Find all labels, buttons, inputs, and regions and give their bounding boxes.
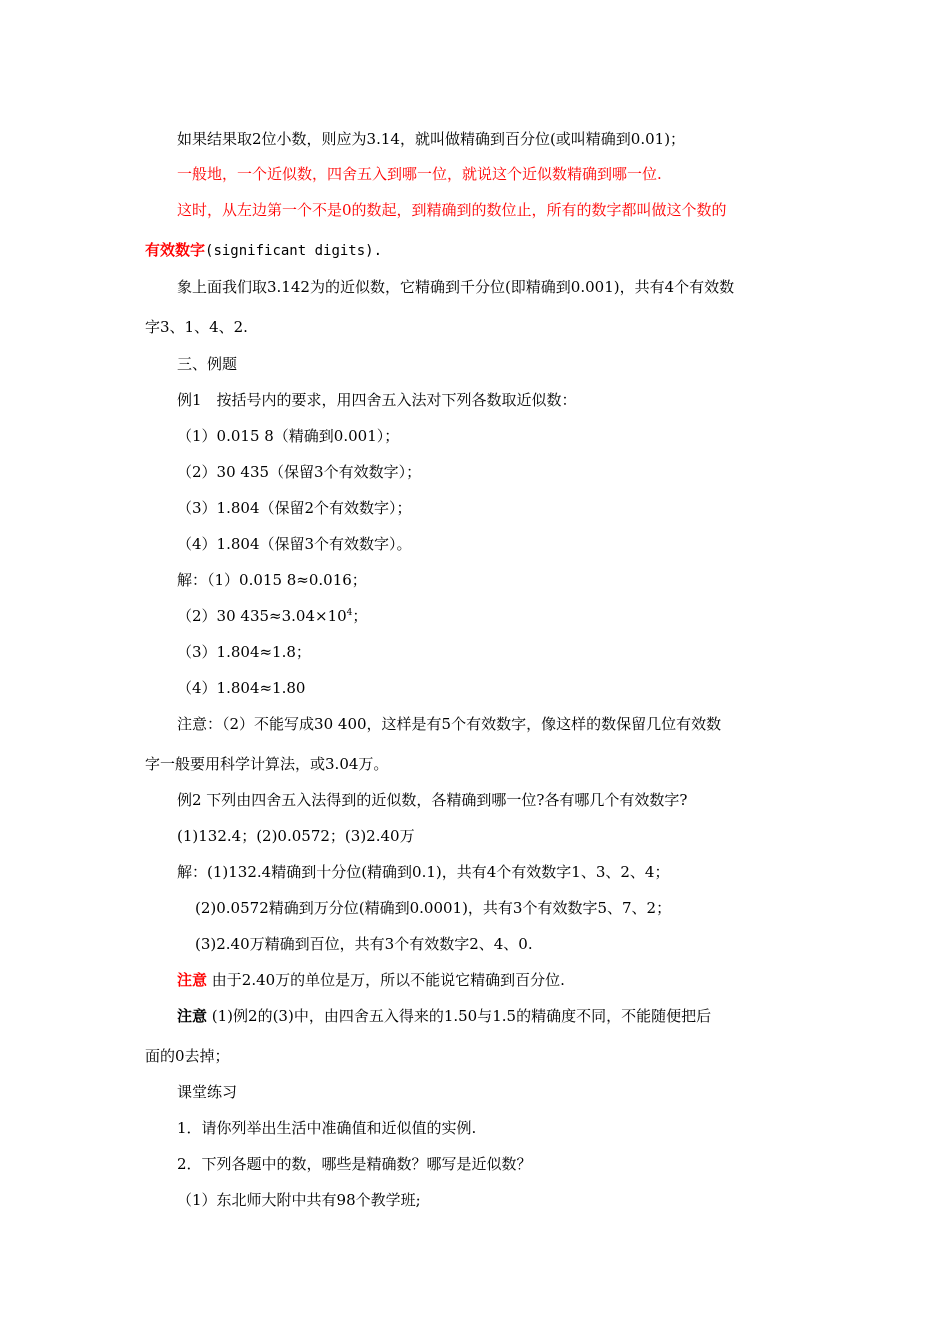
list-item: （1）0.015 8（精确到0.001）； <box>177 427 400 445</box>
note-line <box>145 969 565 991</box>
solution-line: (2)0.0572精确到万分位(精确到0.0001)，共有3个有效数字5、7、2； <box>195 899 672 917</box>
paragraph-line: 字3、1、4、2. <box>145 318 248 336</box>
solution-line: 解：（1）0.015 8≈0.016； <box>177 571 367 589</box>
note-text: 由于2.40万的单位是万，所以不能说它精确到百分位. <box>207 971 565 989</box>
exercise-item: 2．下列各题中的数，哪些是精确数？哪写是近似数？ <box>177 1155 532 1173</box>
exercise-item: 1．请你列举出生活中准确值和近似值的实例. <box>177 1119 477 1137</box>
example-title: 例2 下列由四舍五入法得到的近似数，各精确到哪一位?各有哪几个有效数字? <box>177 791 688 809</box>
note-line: 字一般要用科学计算法，或3.04万。 <box>145 755 389 773</box>
note-label: 注意 <box>177 971 208 989</box>
note-line: 面的0去掉； <box>145 1047 230 1065</box>
note-text: (1)例2的(3)中，由四舍五入得来的1.50与1.5的精确度不同，不能随便把后 <box>207 1007 712 1025</box>
solution-line: （4）1.804≈1.80 <box>177 679 306 697</box>
exercise-item: （1）东北师大附中共有98个教学班; <box>177 1191 421 1209</box>
note-line <box>145 1005 711 1027</box>
note-label: 注意 <box>177 1007 208 1025</box>
section-heading: 三、例题 <box>177 355 238 373</box>
list-item: (1)132.4；(2)0.0572；(3)2.40万 <box>177 827 415 845</box>
solution-line: 解：(1)132.4精确到十分位(精确到0.1)，共有4个有效数字1、3、2、4； <box>177 863 670 881</box>
solution-punct: ； <box>352 607 368 625</box>
definition-line: 这时，从左边第一个不是0的数起，到精确到的数位止，所有的数字都叫做这个数的 <box>177 201 727 219</box>
note-line: 注意：（2）不能写成30 400，这样是有5个有效数字，像这样的数保留几位有效数 <box>177 715 722 733</box>
definition-line: 一般地，一个近似数，四舍五入到哪一位，就说这个近似数精确到哪一位. <box>177 165 662 183</box>
term-highlight: 有效数字 <box>145 241 206 259</box>
section-heading: 课堂练习 <box>177 1083 238 1101</box>
paragraph-line: 象上面我们取3.142为的近似数，它精确到千分位(即精确到0.001)，共有4个有效数 <box>177 278 735 296</box>
paragraph-line: 如果结果取2位小数，则应为3.14，就叫做精确到百分位(或叫精确到0.01)； <box>177 130 686 148</box>
term-english: (significant digits). <box>205 243 383 259</box>
list-item: （4）1.804（保留3个有效数字）。 <box>177 535 412 553</box>
solution-text: （2）30 435≈3.04×10 <box>177 607 347 625</box>
list-item: （2）30 435（保留3个有效数字）； <box>177 463 422 481</box>
list-item: （3）1.804（保留2个有效数字）； <box>177 499 412 517</box>
example-title: 例1 按括号内的要求，用四舍五入法对下列各数取近似数： <box>177 391 577 409</box>
definition-line <box>145 239 382 262</box>
solution-line: （3）1.804≈1.8； <box>177 643 311 661</box>
solution-line: (3)2.40万精确到百位，共有3个有效数字2、4、0. <box>195 935 533 953</box>
exponent: 4 <box>346 608 353 618</box>
solution-line <box>145 605 367 627</box>
